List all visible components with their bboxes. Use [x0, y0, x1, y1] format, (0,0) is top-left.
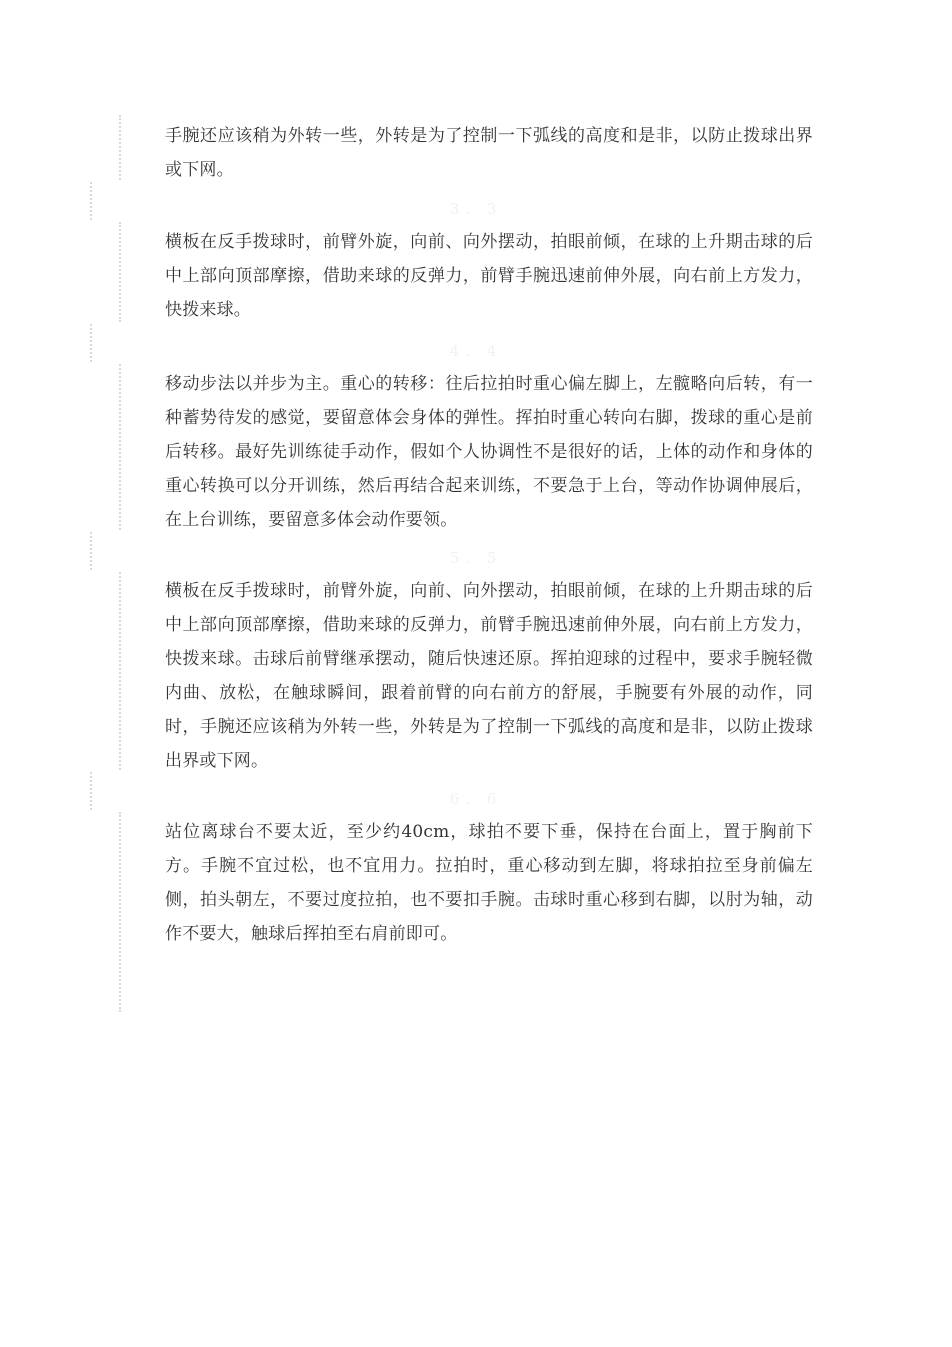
- margin-guide: [119, 222, 121, 322]
- section-number: 4. 4: [449, 342, 503, 360]
- paragraph: 移动步法以并步为主。重心的转移：往后拉拍时重心偏左脚上，左髋略向后转，有一种蓄势待发的感觉，要留意体会身体的弹性。挥拍时重心转向右脚，拨球的重心是前后转移。最好先训练徒手动作，假如个人协调性不是很好的话，上体的动作和身体的重心转换可以分开训练，然后再结合起来训练，不要急于上台，等动作协调伸展后，在上台训练，要留意多体会动作要领。: [165, 374, 813, 530]
- margin-guide: [119, 115, 121, 180]
- section-number: 3. 3: [449, 200, 503, 218]
- paragraph: 手腕还应该稍为外转一些，外转是为了控制一下弧线的高度和是非，以防止拨球出界或下网。: [165, 126, 813, 180]
- margin-guide: [119, 364, 121, 530]
- section-number: 5. 5: [449, 549, 503, 567]
- margin-guide: [119, 812, 121, 1012]
- paragraph: 横板在反手拨球时，前臂外旋，向前、向外摆动，拍眼前倾，在球的上升期击球的后中上部向顶部摩擦，借助来球的反弹力，前臂手腕迅速前伸外展，向右前上方发力，快拨来球。: [165, 232, 813, 320]
- paragraph: 横板在反手拨球时，前臂外旋，向前、向外摆动，拍眼前倾，在球的上升期击球的后中上部向顶部摩擦，借助来球的反弹力，前臂手腕迅速前伸外展，向右前上方发力，快拨来球。击球后前臂继承摆动，随后快速还原。挥拍迎球的过程中，要求手腕轻微内曲、放松，在触球瞬间，跟着前臂的向右前方的舒展，手腕要有外展的动作，同时，手腕还应该稍为外转一些，外转是为了控制一下弧线的高度和是非，以防止拨球出界或下网。: [165, 581, 813, 771]
- margin-guide: [119, 572, 121, 770]
- section-number: 6. 6: [449, 790, 503, 808]
- paragraph: 站位离球台不要太近，至少约40cm，球拍不要下垂，保持在台面上，置于胸前下方。手腕不宜过松，也不宜用力。拉拍时，重心移动到左脚，将球拍拉至身前偏左侧，拍头朝左，不要过度拉拍，也不要扣手腕。击球时重心移到右脚，以肘为轴，动作不要大，触球后挥拍至右肩前即可。: [165, 822, 813, 944]
